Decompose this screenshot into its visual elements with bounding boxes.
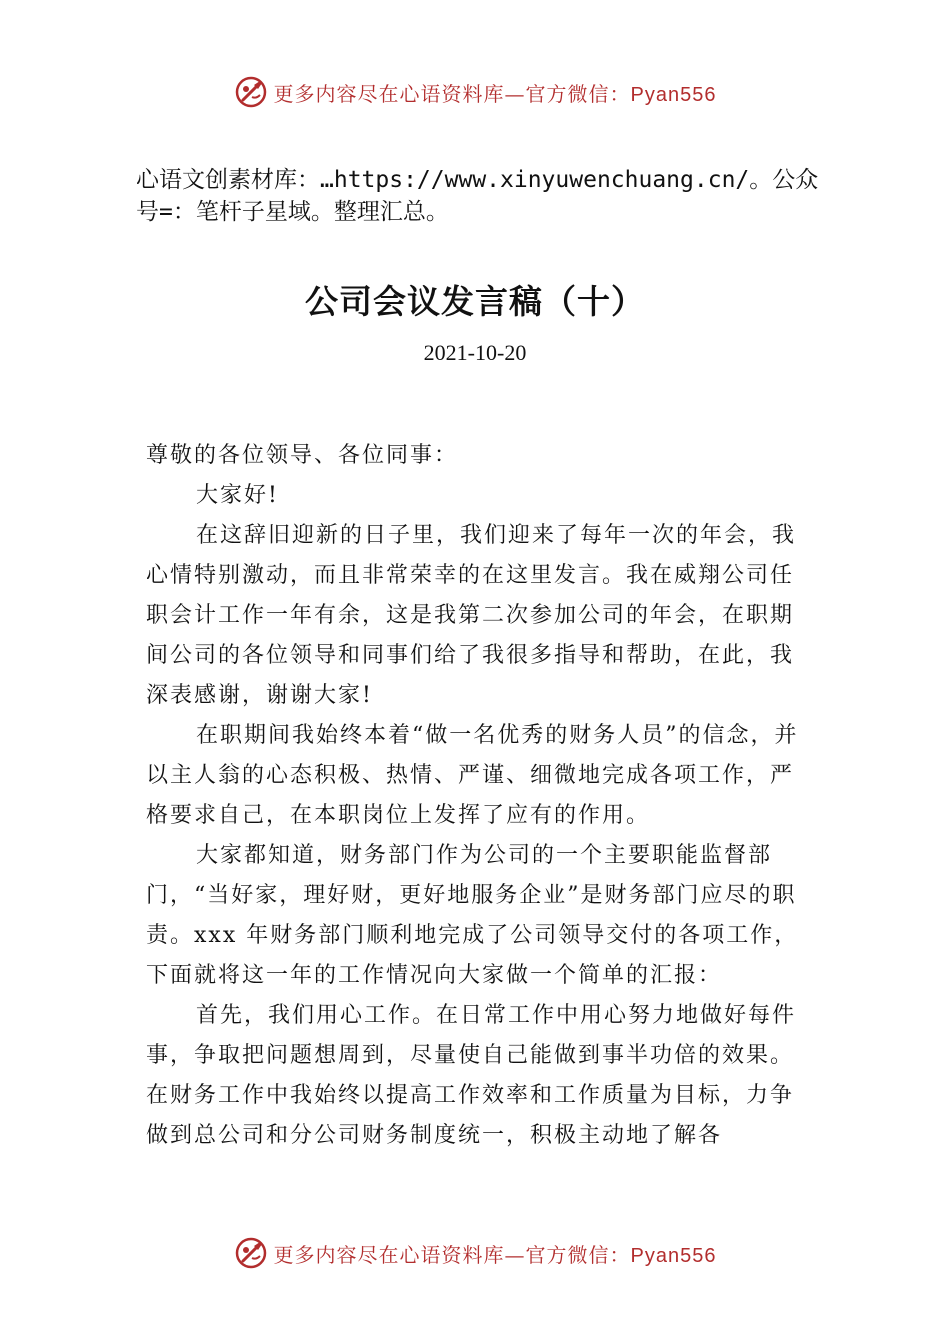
salutation: 尊敬的各位领导、各位同事： [146,443,459,468]
document-title: 公司会议发言稿（十） [305,282,645,321]
pen-seal-logo-icon [234,75,268,109]
banner-text [274,78,717,107]
footer-banner [0,1231,950,1275]
banner-text [274,1239,717,1268]
banner-account: Pyan556 [630,83,717,106]
pen-seal-logo-icon [234,1236,268,1270]
source-note: 心语文创素材库：…https://www.xinyuwenchuang.cn/。公众号=：笔杆子星域。整理汇总。 [136,167,819,225]
paragraph: 在这辞旧迎新的日子里，我们迎来了每年一次的年会，我心情特别激动，而且非常荣幸的在这里发言。我在威翔公司任职会计工作一年有余，这是我第二次参加公司的年会，在职期间公司的各位领导和同事们给了我很多指导和帮助，在此，我深表感谢，谢谢大家! [146,523,797,708]
paragraph: 大家好! [196,483,279,508]
banner-account: Pyan556 [630,1244,717,1267]
paragraph: 在职期间我始终本着“做一名优秀的财务人员”的信念，并以主人翁的心态积极、热情、严谨、细微地完成各项工作，严格要求自己，在本职岗位上发挥了应有的作用。 [146,723,799,828]
paragraph: 大家都知道，财务部门作为公司的一个主要职能监督部门，“当好家，理好财，更好地服务企业”是财务部门应尽的职责。xxx 年财务部门顺利地完成了公司领导交付的各项工作，下面就将这一年的工作情况向大家做一个简单的汇报： [146,843,799,988]
header-banner [0,70,950,114]
banner-slogan: 更多内容尽在心语资料库—官方微信： [273,1242,631,1267]
document-date: 2021-10-20 [423,340,527,365]
paragraph: 首先，我们用心工作。在日常工作中用心努力地做好每件事，争取把问题想周到，尽量使自己能做到事半功倍的效果。在财务工作中我始终以提高工作效率和工作质量为目标，力争做到总公司和分公司财务制度统一，积极主动地了解各 [146,1003,797,1148]
banner-slogan: 更多内容尽在心语资料库—官方微信： [273,81,631,106]
document-body [146,436,816,1156]
